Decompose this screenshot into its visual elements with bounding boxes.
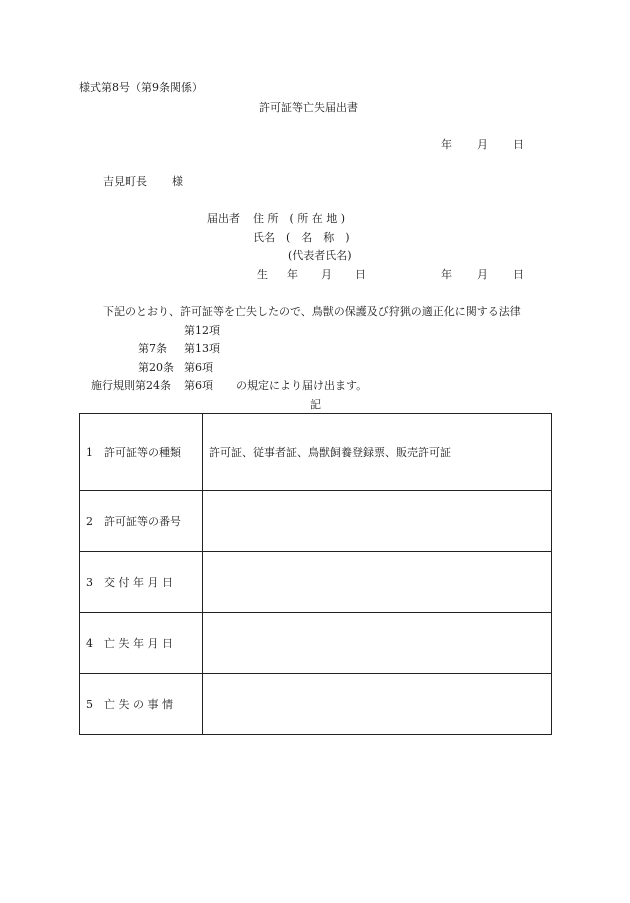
submission-year-label: 年 — [441, 138, 452, 151]
item-label: 亡 失 年 月 日 — [104, 637, 173, 650]
form-number: 様式第8号（第9条関係） — [79, 81, 203, 94]
body-line-1: 下記のとおり、許可証等を亡失したので、鳥獣の保護及び狩猟の適正化に関する法律 — [103, 305, 521, 318]
table-row — [80, 674, 552, 735]
clause-d-item: 第6項 — [184, 379, 213, 392]
item-value-cell[interactable] — [203, 613, 552, 674]
birth-day-label: 日 — [355, 268, 366, 281]
birth-month-label: 月 — [321, 268, 332, 281]
item-label: 交 付 年 月 日 — [104, 576, 173, 589]
item-label-cell — [80, 414, 203, 491]
notifier-date-month-label: 月 — [477, 268, 488, 281]
notifier-name-label: 氏名 ( 名 称 ) — [253, 231, 350, 244]
table-row — [80, 491, 552, 552]
item-value-cell[interactable] — [203, 491, 552, 552]
submission-month-label: 月 — [477, 138, 488, 151]
item-value-cell[interactable] — [203, 674, 552, 735]
item-value-cell[interactable] — [203, 552, 552, 613]
form-title: 許可証等亡失届出書 — [259, 101, 358, 114]
clause-d-article: 施行規則第24条 — [91, 379, 171, 392]
clause-b-article: 第7条 — [138, 342, 167, 355]
addressee-honorific: 様 — [172, 175, 183, 188]
notifier-address-label: 住 所 ( 所 在 地 ) — [253, 212, 346, 225]
item-value-cell[interactable] — [203, 414, 552, 491]
item-label-cell — [80, 674, 203, 735]
notifier-date-day-label: 日 — [513, 268, 524, 281]
clause-b-item: 第13項 — [184, 342, 220, 355]
items-table — [79, 413, 552, 735]
submission-day-label: 日 — [513, 138, 524, 151]
clause-c-item: 第6項 — [184, 361, 213, 374]
clause-c-article: 第20条 — [138, 361, 174, 374]
item-label-cell — [80, 491, 203, 552]
table-row — [80, 613, 552, 674]
item-value: 許可証、従事者証、鳥獣飼養登録票、販売許可証 — [209, 446, 451, 459]
ki-label: 記 — [310, 398, 321, 411]
notifier-label: 届出者 — [207, 212, 240, 225]
item-label: 許可証等の番号 — [104, 515, 181, 528]
closing-text: の規定により届け出ます。 — [236, 379, 368, 392]
item-number: 5 — [86, 698, 93, 711]
item-label-cell — [80, 613, 203, 674]
table-row — [80, 414, 552, 491]
addressee-name: 吉見町長 — [103, 175, 147, 188]
item-number: 1 — [86, 446, 93, 459]
item-label-cell — [80, 552, 203, 613]
table-row — [80, 552, 552, 613]
representative-label: (代表者氏名) — [288, 249, 352, 262]
item-label: 許可証等の種類 — [104, 446, 181, 459]
item-number: 4 — [86, 637, 93, 650]
birth-label: 生 — [257, 268, 268, 281]
clause-a-item: 第12項 — [184, 324, 220, 337]
birth-year-label: 年 — [287, 268, 298, 281]
item-number: 3 — [86, 576, 93, 589]
notifier-date-year-label: 年 — [441, 268, 452, 281]
item-number: 2 — [86, 515, 93, 528]
item-label: 亡 失 の 事 情 — [104, 698, 173, 711]
